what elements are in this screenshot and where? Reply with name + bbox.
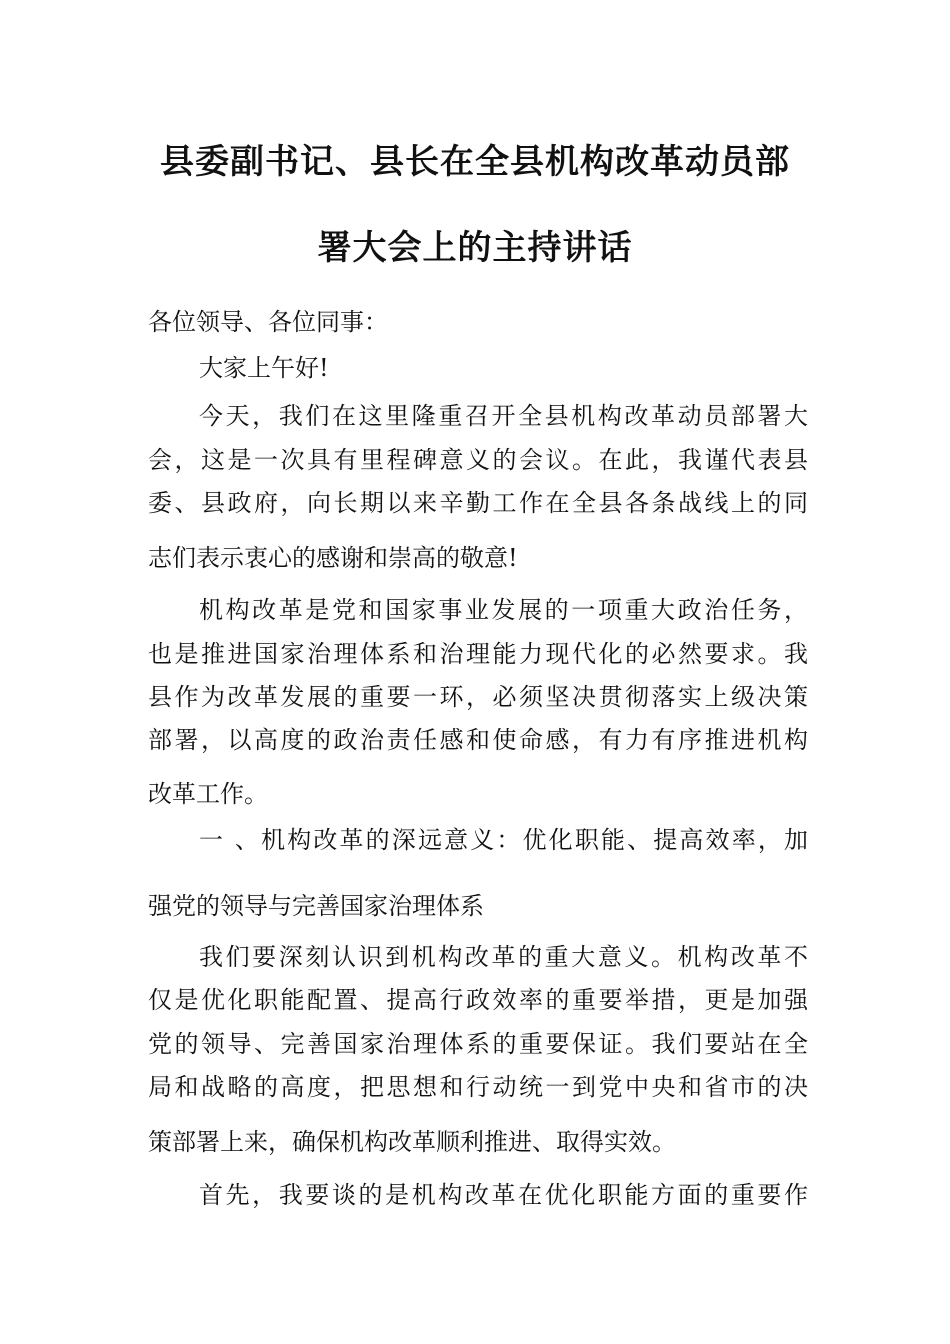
document-title-line-1: 县委副书记、县长在全县机构改革动员部 (160, 142, 790, 182)
paragraph-line: 我们要深刻认识到机构改革的重大意义。机构改革不 (199, 943, 808, 971)
paragraph-line: 首先，我要谈的是机构改革在优化职能方面的重要作 (199, 1181, 808, 1209)
paragraph-line: 志们表示衷心的感谢和崇高的敬意! (148, 544, 518, 572)
paragraph-line: 局和战略的高度，把思想和行动统一到党中央和省市的决 (148, 1073, 808, 1101)
paragraph-line: 仅是优化职能配置、提高行政效率的重要举措，更是加强 (148, 986, 808, 1014)
paragraph-line: 部署，以高度的政治责任感和使命感，有力有序推进机构 (148, 726, 808, 754)
paragraph-line: 也是推进国家治理体系和治理能力现代化的必然要求。我 (148, 640, 808, 668)
salutation: 各位领导、各位同事： (148, 308, 388, 336)
greeting: 大家上午好! (199, 354, 329, 382)
paragraph-line: 党的领导、完善国家治理体系的重要保证。我们要站在全 (148, 1030, 808, 1058)
paragraph-line: 改革工作。 (148, 780, 268, 808)
paragraph-line: 策部署上来，确保机构改革顺利推进、取得实效。 (148, 1128, 676, 1156)
paragraph-line: 会，这是一次具有里程碑意义的会议。在此，我谨代表县 (148, 446, 808, 474)
section-heading-line: 一 、机构改革的深远意义：优化职能、提高效率，加 (199, 826, 808, 854)
paragraph-line: 机构改革是党和国家事业发展的一项重大政治任务， (199, 596, 808, 624)
section-heading-line: 强党的领导与完善国家治理体系 (148, 892, 484, 920)
paragraph-line: 今天，我们在这里隆重召开全县机构改革动员部署大 (199, 402, 808, 430)
paragraph-line: 委、县政府，向长期以来辛勤工作在全县各条战线上的同 (148, 489, 808, 517)
paragraph-line: 县作为改革发展的重要一环，必须坚决贯彻落实上级决策 (148, 683, 808, 711)
document-title-line-2: 署大会上的主持讲话 (317, 228, 633, 268)
